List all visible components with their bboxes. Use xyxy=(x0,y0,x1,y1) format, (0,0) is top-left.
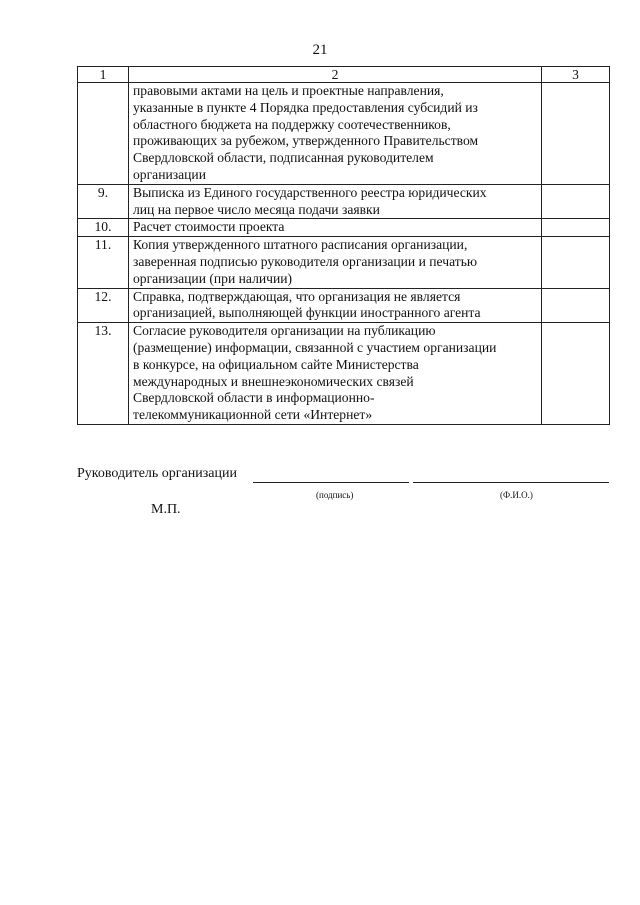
header-col-1: 1 xyxy=(78,67,129,83)
table-row xyxy=(78,237,610,288)
table-row xyxy=(78,184,610,219)
description-line: Согласие руководителя организации на публикацию xyxy=(133,323,436,339)
signature-line xyxy=(253,482,409,483)
description-line: телекоммуникационной сети «Интернет» xyxy=(133,407,373,423)
description-line: Расчет стоимости проекта xyxy=(133,219,285,235)
row-number xyxy=(78,83,129,185)
description-line: международных и внешнеэкономических связей xyxy=(133,373,414,389)
row-col3 xyxy=(542,184,610,219)
description-line: организации (при наличии) xyxy=(133,270,293,286)
header-col-3: 3 xyxy=(542,67,610,83)
row-number: 10. xyxy=(78,219,129,237)
table-row xyxy=(78,323,610,425)
row-col3 xyxy=(542,323,610,425)
description-line: Свердловской области, подписанная руководителем xyxy=(133,150,434,166)
row-col3 xyxy=(542,83,610,185)
table-row xyxy=(78,83,610,185)
description-line: правовыми актами на цель и проектные направления, xyxy=(133,83,444,98)
table-body xyxy=(78,83,610,425)
table-row xyxy=(78,288,610,323)
stamp-place: М.П. xyxy=(151,502,181,517)
fio-line xyxy=(413,482,609,483)
row-col3 xyxy=(542,219,610,237)
table-header-row xyxy=(78,67,610,83)
table-row xyxy=(78,219,610,237)
row-description xyxy=(129,237,542,288)
row-description xyxy=(129,323,542,425)
row-number: 12. xyxy=(78,288,129,323)
description-line: Выписка из Единого государственного реестра юридических xyxy=(133,184,487,200)
signature-label: Руководитель организации xyxy=(77,466,237,481)
description-line: Справка, подтверждающая, что организация не является xyxy=(133,288,461,304)
description-line: лиц на первое число месяца подачи заявки xyxy=(133,201,380,217)
description-line: (размещение) информации, связанной с участием организации xyxy=(133,339,497,355)
document-table xyxy=(77,66,610,425)
description-line: организации xyxy=(133,166,206,182)
description-line: Свердловской области в информационно- xyxy=(133,390,375,406)
description-line: в конкурсе, на официальном сайте Министерства xyxy=(133,356,419,372)
description-line: проживающих за рубежом, утвержденного Правительством xyxy=(133,133,479,149)
row-number: 13. xyxy=(78,323,129,425)
row-number: 9. xyxy=(78,184,129,219)
description-line: организацией, выполняющей функции иностранного агента xyxy=(133,305,481,321)
row-col3 xyxy=(542,237,610,288)
row-description xyxy=(129,219,542,237)
description-line: заверенная подписью руководителя организации и печатью xyxy=(133,253,478,269)
row-description xyxy=(129,288,542,323)
page-number: 21 xyxy=(312,42,328,58)
row-description xyxy=(129,83,542,185)
fio-caption: (Ф.И.О.) xyxy=(500,490,533,500)
row-description xyxy=(129,184,542,219)
description-line: указанные в пункте 4 Порядка предоставления субсидий из xyxy=(133,99,478,115)
description-line: Копия утвержденного штатного расписания организации, xyxy=(133,237,468,253)
description-line: областного бюджета на поддержку соотечественников, xyxy=(133,116,451,132)
signature-block xyxy=(77,466,617,486)
signature-caption: (подпись) xyxy=(316,490,354,500)
row-number: 11. xyxy=(78,237,129,288)
row-col3 xyxy=(542,288,610,323)
header-col-2: 2 xyxy=(129,67,542,83)
